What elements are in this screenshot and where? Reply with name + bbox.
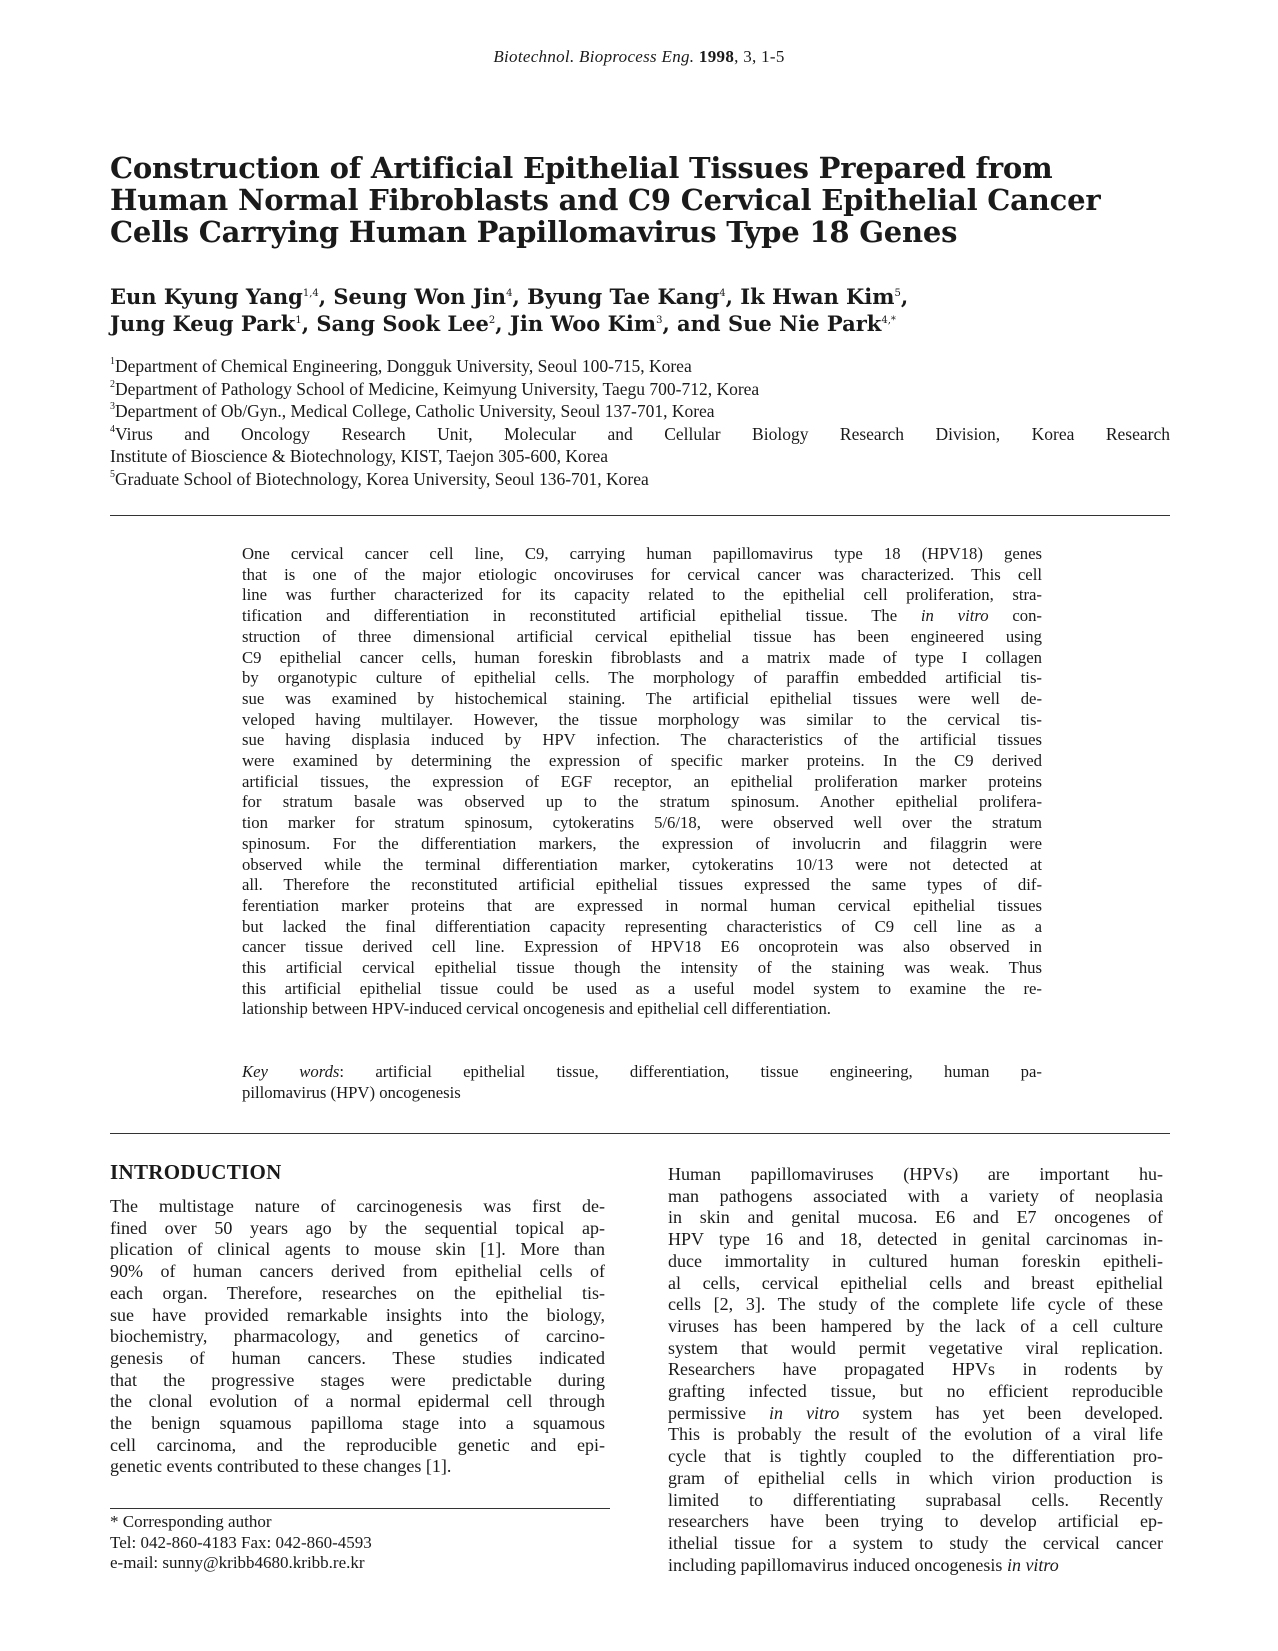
author-list xyxy=(110,283,1200,337)
affiliation-mark: 5 xyxy=(110,468,115,480)
author-name: Sue Nie Park xyxy=(727,311,882,336)
abstract-line: veloped having multilayer. However, the tissue morphology was similar to the cervical tis- xyxy=(242,709,1042,729)
affiliation-item xyxy=(110,468,1170,491)
body-line: gram of epithelial cells in which virion production is xyxy=(668,1467,1163,1488)
abstract-line: sue was examined by histochemical staining. The artificial epithelial tissues were well de- xyxy=(242,688,1042,708)
author-affil-mark: 4,* xyxy=(881,315,896,326)
abstract-line: lationship between HPV-induced cervical oncogenesis and epithelial cell differentiation. xyxy=(242,999,831,1019)
divider xyxy=(110,1133,1170,1134)
abstract-line: tification and differentiation in reconstituted artificial epithelial tissue. The in vitro con- xyxy=(242,606,1042,626)
body-line: genesis of human cancers. These studies indicated xyxy=(110,1347,605,1368)
author-affil-mark: 5 xyxy=(894,288,901,299)
author-separator: , xyxy=(495,311,510,336)
affiliation-item xyxy=(110,378,1170,401)
affiliation-mark: 1 xyxy=(110,356,115,367)
title-line: Construction of Artificial Epithelial Tissues Prepared from xyxy=(110,151,1053,185)
author-affil-mark: 4 xyxy=(506,288,513,299)
author-affil-mark: 1 xyxy=(295,315,302,326)
body-line: system that would permit vegetative viral replication. xyxy=(668,1337,1163,1358)
body-line: ithelial tissue for a system to study the cervical cancer xyxy=(668,1532,1163,1553)
affiliation-list xyxy=(110,355,1170,490)
section-heading: INTRODUCTION xyxy=(110,1160,282,1184)
body-line: permissive in vitro system has yet been developed. xyxy=(668,1402,1163,1423)
abstract-line: were examined by determining the expression of specific marker proteins. In the C9 derived xyxy=(242,751,1042,771)
body-line: limited to differentiating suprabasal cells. Recently xyxy=(668,1489,1163,1510)
body-line: each organ. Therefore, researches on the epithelial tis- xyxy=(110,1282,605,1303)
body-line: 90% of human cancers derived from epithelial cells of xyxy=(110,1261,605,1282)
body-line: man pathogens associated with a variety of neoplasia xyxy=(668,1185,1163,1206)
author-name: Sang Sook Lee xyxy=(316,311,489,336)
affiliation-item xyxy=(110,400,1170,423)
abstract-line: spinosum. For the differentiation markers, the expression of involucrin and filaggrin were xyxy=(242,833,1042,853)
right-column-text xyxy=(668,1164,1163,1576)
abstract-line: sue having displasia induced by HPV infection. The characteristics of the artificial tissues xyxy=(242,730,1042,750)
journal-header xyxy=(0,47,1278,67)
keywords-line xyxy=(242,1062,1042,1083)
body-line: biochemistry, pharmacology, and genetics of carcino- xyxy=(110,1326,605,1347)
abstract-line: by organotypic culture of epithelial cells. The morphology of paraffin embedded artificial tis- xyxy=(242,668,1042,688)
journal-volume-pages: , 3, 1-5 xyxy=(734,47,785,66)
body-line: The multistage nature of carcinogenesis was first de- xyxy=(110,1196,605,1216)
affiliation-text: Institute of Bioscience & Biotechnology, KIST, Taejon 305-600, Korea xyxy=(110,446,609,466)
affiliation-text: Department of Pathology School of Medicine, Keimyung University, Taegu 700-712, Korea xyxy=(115,378,760,399)
affiliation-item xyxy=(110,423,1170,446)
keywords-line: pillomavirus (HPV) oncogenesis xyxy=(242,1082,461,1102)
body-line: cells [2, 3]. The study of the complete life cycle of these xyxy=(668,1294,1163,1315)
author-separator: , xyxy=(725,284,741,309)
author-separator: , xyxy=(900,284,909,309)
affiliation-item xyxy=(110,445,1170,468)
author-affil-mark: 2 xyxy=(488,315,496,326)
keywords-text: : artificial epithelial tissue, differentiation, tissue engineering, human pa- xyxy=(339,1062,1042,1081)
abstract-line: artificial tissues, the expression of EGF receptor, an epithelial proliferation marker proteins xyxy=(242,771,1042,791)
abstract-line: observed while the terminal differentiation marker, cytokeratins 10/13 were not detected at xyxy=(242,854,1042,874)
affiliation-text: Department of Ob/Gyn., Medical College, Catholic University, Seoul 137-701, Korea xyxy=(115,401,715,421)
body-line: Researchers have propagated HPVs in rodents by xyxy=(668,1359,1163,1380)
abstract-line: this artificial epithelial tissue could be used as a useful model system to examine the re- xyxy=(242,978,1042,998)
body-line: cycle that is tightly coupled to the differentiation pro- xyxy=(668,1446,1163,1467)
abstract-line: this artificial cervical epithelial tissue though the intensity of the staining was weak. Thus xyxy=(242,958,1042,978)
author-name: Jung Keug Park xyxy=(110,311,296,336)
corresponding-author-note: * Corresponding author xyxy=(110,1512,272,1531)
journal-name: Biotechnol. Bioprocess Eng. xyxy=(493,47,695,66)
author-affil-mark: 4 xyxy=(719,288,726,299)
journal-year: 1998 xyxy=(698,47,735,66)
affiliation-mark: 2 xyxy=(110,378,115,390)
author-name: Byung Tae Kang xyxy=(527,284,720,309)
author-separator: , and xyxy=(662,311,728,336)
abstract-line: line was further characterized for its capacity related to the epithelial cell proliferation, stra- xyxy=(242,585,1042,605)
body-line: HPV type 16 and 18, detected in genital carcinomas in- xyxy=(668,1229,1163,1250)
author-affil-mark: 3 xyxy=(656,315,663,326)
author-separator: , xyxy=(318,284,334,309)
body-line: researchers have been trying to develop artificial ep- xyxy=(668,1511,1163,1532)
author-separator: , xyxy=(301,311,317,336)
abstract-line: ferentiation marker proteins that are expressed in normal human cervical epithelial tissues xyxy=(242,895,1042,915)
body-line: Human papillomaviruses (HPVs) are important hu- xyxy=(668,1164,1163,1184)
body-line: genetic events contributed to these changes [1]. xyxy=(110,1456,452,1477)
body-line: al cells, cervical epithelial cells and breast epithelial xyxy=(668,1272,1163,1293)
body-line: the clonal evolution of a normal epidermal cell through xyxy=(110,1391,605,1412)
divider xyxy=(110,515,1170,516)
email: e-mail: sunny@kribb4680.kribb.re.kr xyxy=(110,1553,365,1572)
affiliation-text: Graduate School of Biotechnology, Korea University, Seoul 136-701, Korea xyxy=(115,468,649,489)
italic-term: in vitro xyxy=(1006,1554,1059,1575)
body-line: fined over 50 years ago by the sequential topical ap- xyxy=(110,1217,605,1238)
abstract-line: One cervical cancer cell line, C9, carrying human papillomavirus type 18 (HPV18) genes xyxy=(242,544,1042,563)
italic-term: in vitro xyxy=(769,1402,840,1423)
abstract xyxy=(242,544,1042,1020)
paper-title xyxy=(110,152,1190,248)
abstract-line: all. Therefore the reconstituted artificial epithelial tissues expressed the same types of dif- xyxy=(242,875,1042,895)
abstract-line: tion marker for stratum spinosum, cytokeratins 5/6/18, were observed well over the stratum xyxy=(242,813,1042,833)
abstract-line: cancer tissue derived cell line. Expression of HPV18 E6 oncoprotein was also observed in xyxy=(242,937,1042,957)
author-name: Seung Won Jin xyxy=(333,284,507,309)
body-line: viruses has been hampered by the lack of a cell culture xyxy=(668,1315,1163,1336)
title-line: Cells Carrying Human Papillomavirus Type 18 Genes xyxy=(110,215,958,249)
body-line: plication of clinical agents to mouse skin [1]. More than xyxy=(110,1239,605,1260)
footnote xyxy=(110,1512,372,1574)
body-line: including papillomavirus induced oncogenesis in vitro xyxy=(668,1554,1059,1575)
body-line: in skin and genital mucosa. E6 and E7 oncogenes of xyxy=(668,1207,1163,1228)
affiliation-text: Virus and Oncology Research Unit, Molecular and Cellular Biology Research Division, Korea Research xyxy=(115,423,1170,444)
abstract-line: struction of three dimensional artificial cervical epithelial tissue has been engineered using xyxy=(242,626,1042,646)
abstract-line: but lacked the final differentiation capacity representing characteristics of C9 cell line as a xyxy=(242,916,1042,936)
abstract-line: that is one of the major etiologic oncoviruses for cervical cancer was characterized. This cell xyxy=(242,564,1042,584)
body-line: duce immortality in cultured human foreskin epitheli- xyxy=(668,1250,1163,1271)
keywords-label: Key words xyxy=(242,1062,340,1081)
affiliation-mark: 4 xyxy=(110,423,115,435)
author-line xyxy=(110,310,1200,337)
author-separator: , xyxy=(512,284,528,309)
affiliation-item xyxy=(110,355,1170,378)
body-line: that the progressive stages were predictable during xyxy=(110,1369,605,1390)
author-name: Jin Woo Kim xyxy=(509,311,657,336)
author-affil-mark: 1,4 xyxy=(302,288,319,299)
abstract-line: for stratum basale was observed up to the stratum spinosum. Another epithelial prolifera- xyxy=(242,792,1042,812)
body-line: cell carcinoma, and the reproducible genetic and epi- xyxy=(110,1434,605,1455)
title-line: Human Normal Fibroblasts and C9 Cervical Epithelial Cancer xyxy=(110,183,1101,217)
abstract-line: C9 epithelial cancer cells, human foreskin fibroblasts and a matrix made of type I collagen xyxy=(242,647,1042,667)
author-line xyxy=(110,283,1200,310)
author-name: Ik Hwan Kim xyxy=(740,284,895,309)
body-line: grafting infected tissue, but no efficient reproducible xyxy=(668,1381,1163,1402)
italic-term: in vitro xyxy=(920,606,989,626)
keywords xyxy=(242,1062,1042,1103)
body-line: the benign squamous papilloma stage into a squamous xyxy=(110,1413,605,1434)
author-name: Eun Kyung Yang xyxy=(110,284,303,309)
affiliation-text: Department of Chemical Engineering, Dongguk University, Seoul 100-715, Korea xyxy=(115,356,692,376)
footnote-divider xyxy=(110,1508,610,1509)
affiliation-mark: 3 xyxy=(110,401,115,412)
body-line: sue have provided remarkable insights into the biology, xyxy=(110,1304,605,1325)
left-column-text xyxy=(110,1196,605,1478)
phone-fax: Tel: 042-860-4183 Fax: 042-860-4593 xyxy=(110,1532,372,1552)
body-line: This is probably the result of the evolution of a viral life xyxy=(668,1424,1163,1445)
